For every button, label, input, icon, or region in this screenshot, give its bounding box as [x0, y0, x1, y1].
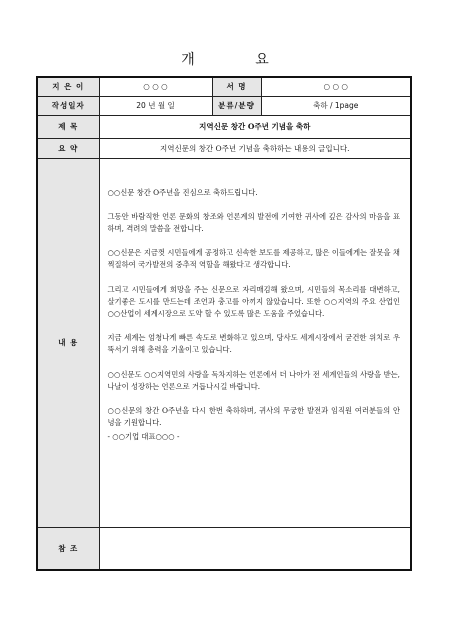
signature-label: 서 명 — [212, 77, 261, 96]
date-label: 작성일자 — [37, 96, 99, 115]
content-signature: - ○○기업 대표○○○ - — [107, 432, 180, 442]
content-row — [37, 158, 411, 527]
content-paragraph: 그동안 바람직한 언론 문화의 창조와 언론계의 발전에 기여한 귀사에 깊은 감사의 마음을 표하며, 격려의 말씀을 전합니다. — [107, 211, 400, 233]
form-table — [36, 76, 412, 571]
content-paragraph: ○○신문의 창간 O주년을 다시 한번 축하하며, 귀사의 무궁한 발전과 임직원 여러분들의 안녕을 기원합니다. — [107, 405, 400, 428]
subject-label: 제 목 — [37, 115, 99, 138]
summary-row — [37, 138, 411, 158]
date-value: 20 년 월 일 — [99, 96, 212, 115]
author-value: ○ ○ ○ — [99, 77, 212, 96]
content-label: 내 용 — [37, 158, 99, 527]
reference-row — [37, 527, 411, 570]
content-paragraph: ○○신문은 지금껏 시민들에게 공정하고 신속한 보도를 제공하고, 많은 이들에게는 잘못을 채찍질하여 국가발전의 중추적 역할을 해왔다고 생각합니다. — [107, 248, 400, 270]
summary-label: 요 약 — [37, 138, 99, 158]
category-value: 축하 / 1page — [261, 96, 411, 115]
author-row — [37, 77, 411, 96]
content-paragraph: ○○신문도 ○○지역민의 사랑을 독차지하는 언론에서 더 나아가 전 세계인들의 사랑을 받는, 나날이 성장하는 언론으로 거듭나시길 바랍니다. — [107, 369, 400, 391]
date-row — [37, 96, 411, 115]
author-label: 지 은 이 — [37, 77, 99, 96]
subject-value: 지역신문 창간 O주년 기념을 축하 — [99, 115, 411, 138]
content-paragraph: 지금 세계는 엄청나게 빠른 속도로 변화하고 있으며, 당사도 세계시장에서 굳건한 위치로 우뚝서기 위해 총력을 기울이고 있습니다. — [107, 333, 400, 355]
content-body — [99, 158, 411, 527]
subject-row — [37, 115, 411, 138]
reference-label: 참 조 — [37, 527, 99, 570]
reference-value — [99, 527, 411, 570]
content-paragraph: ○○신문 창간 O주년을 진심으로 축하드립니다. — [107, 187, 258, 197]
category-label: 분류/분량 — [212, 96, 261, 115]
page-title: 개 요 — [181, 52, 297, 68]
signature-value: ○ ○ ○ — [261, 77, 411, 96]
content-paragraph: 그리고 시민들에게 희망을 주는 신문으로 자리매김해 왔으며, 시민들의 목소리를 대변하고, 살기좋은 도시를 만드는데 조언과 충고를 아끼지 않았습니다. 또한 ○○지역의 주요 산업인 ○○산업이 세계시장으로 도약 할 수 있도록 많은 도움을 주었습니다. — [107, 284, 400, 318]
summary-value: 지역신문의 창간 O주년 기념을 축하하는 내용의 글입니다. — [99, 138, 411, 158]
